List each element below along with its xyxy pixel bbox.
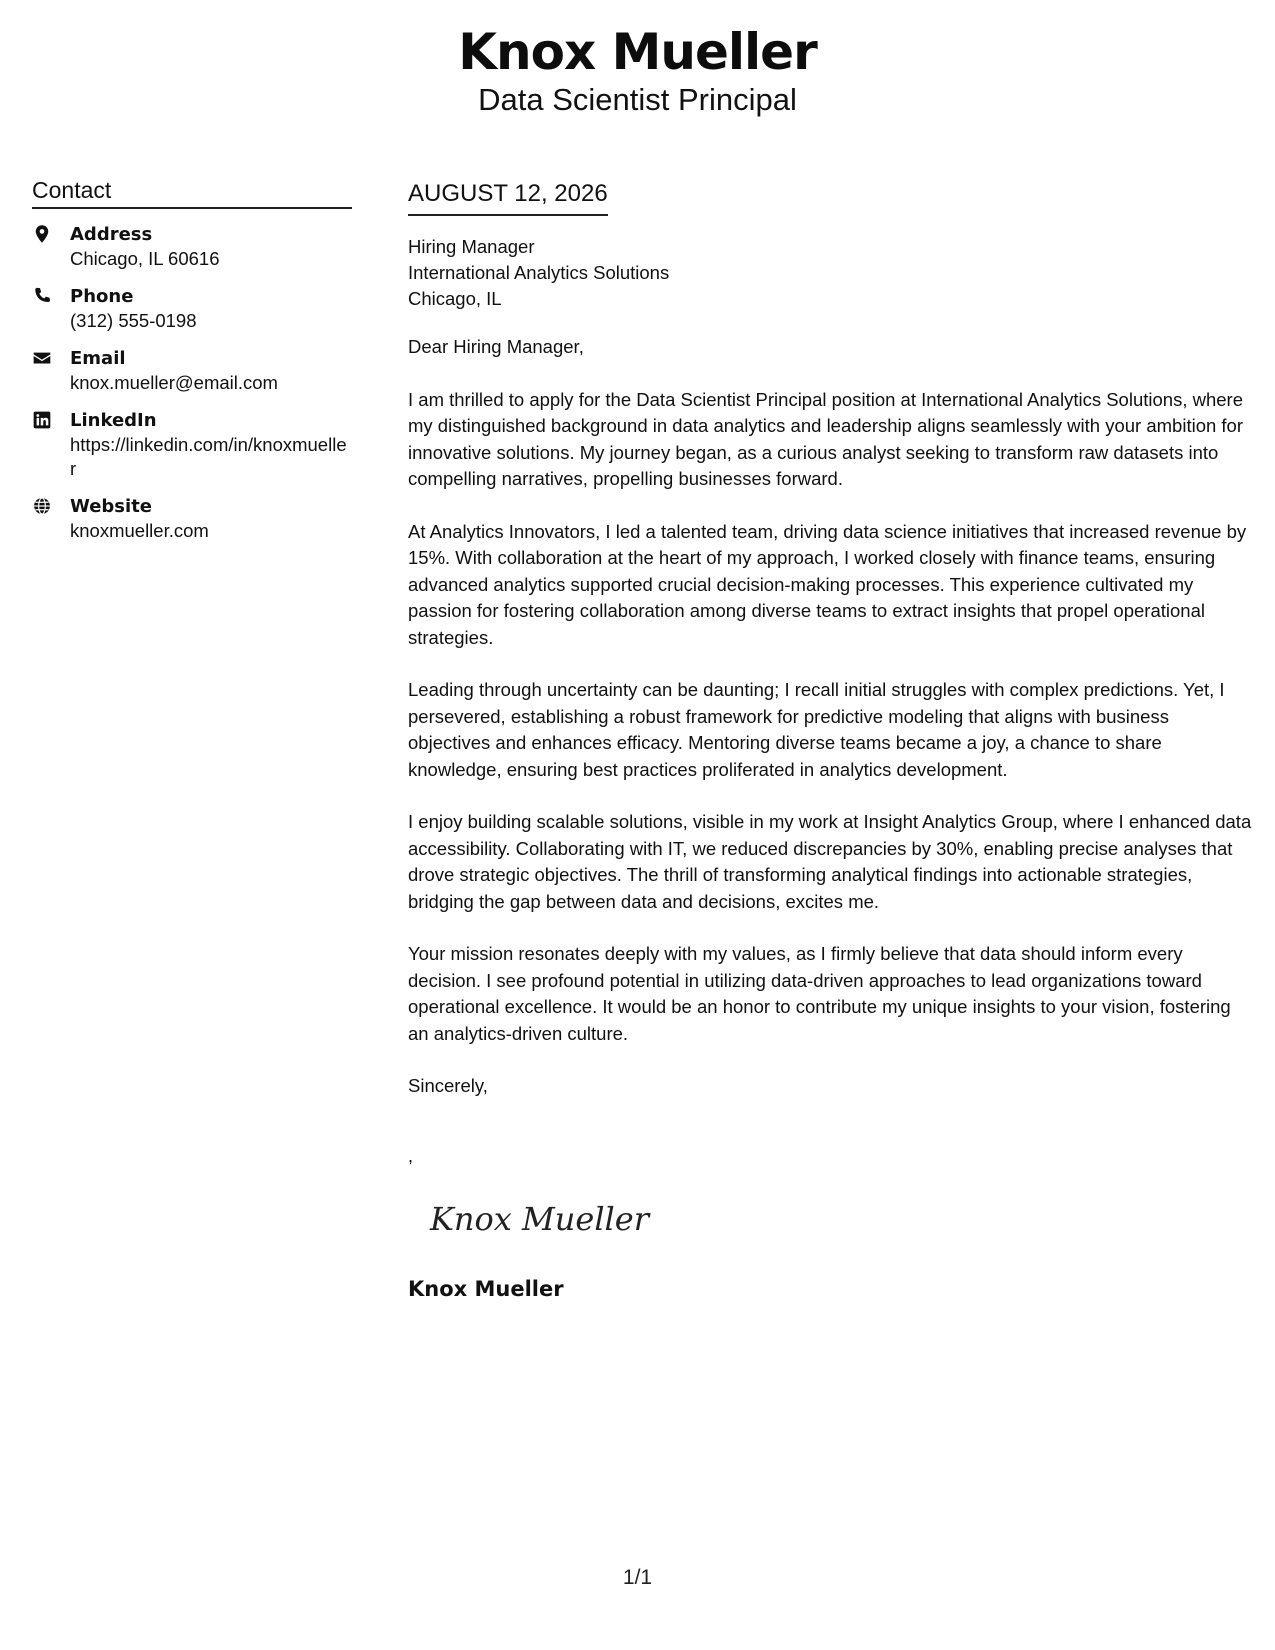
contact-phone — [32, 285, 352, 333]
applicant-name: Knox Mueller — [458, 23, 817, 81]
envelope-icon — [32, 347, 70, 395]
recipient-block — [408, 234, 1253, 312]
contact-sidebar — [32, 176, 352, 543]
contact-linkedin — [32, 409, 352, 481]
contact-heading: Contact — [32, 176, 352, 209]
applicant-title: Data Scientist Principal — [478, 82, 797, 117]
contact-label: Phone — [70, 286, 134, 307]
linkedin-icon — [32, 409, 70, 481]
contact-value: (312) 555-0198 — [70, 310, 197, 331]
contact-address — [32, 223, 352, 271]
body-paragraph: At Analytics Innovators, I led a talented team, driving data science initiatives that increased revenue by 15%. With collaboration at the heart of my approach, I worked closely with finance teams, ensuring advanced analytics supported crucial decision-making processes. This experience cultivated my passion for fostering collaboration among diverse teams to extract insights that propel operational strategies. — [408, 520, 1247, 648]
letter-header — [0, 22, 1275, 118]
body-paragraph: Leading through uncertainty can be daunting; I recall initial struggles with complex predictions. Yet, I persevered, establishing a robust framework for predictive modeling that aligns with business objectives and enhances efficacy. Mentoring diverse teams became a joy, a chance to share knowledge, ensuring best practices proliferated in analytics development. — [408, 679, 1225, 780]
body-paragraph: I enjoy building scalable solutions, visible in my work at Insight Analytics Group, where I enhanced data accessibility. Collaborating with IT, we reduced discrepancies by 30%, enabling precise analyses that drove strategic objectives. The thrill of transforming analytical findings into actionable strategies, bridging the gap between data and decisions, excites me. — [408, 811, 1252, 912]
signature-comma: , — [408, 1145, 414, 1166]
contact-value: https://linkedin.com/in/knoxmueller — [70, 434, 347, 479]
recipient-line: International Analytics Solutions — [408, 262, 670, 283]
body-paragraph: Your mission resonates deeply with my values, as I firmly believe that data should inform every decision. I see profound potential in utilizing data-driven approaches to lead organizations toward operational excellence. It would be an honor to contribute my unique insights to your vision, fostering an analytics-driven culture. — [408, 943, 1231, 1044]
closing: Sincerely, — [408, 1075, 488, 1096]
phone-icon — [32, 285, 70, 333]
contact-value: knoxmueller.com — [70, 520, 209, 541]
contact-value: Chicago, IL 60616 — [70, 248, 220, 269]
contact-email — [32, 347, 352, 395]
letter-body — [408, 178, 1253, 1303]
contact-label: LinkedIn — [70, 410, 157, 431]
recipient-line: Chicago, IL — [408, 288, 502, 309]
page-indicator: 1/1 — [622, 1566, 653, 1589]
recipient-line: Hiring Manager — [408, 236, 535, 257]
contact-label: Email — [70, 348, 126, 369]
letter-date: AUGUST 12, 2026 — [408, 178, 608, 216]
contact-label: Website — [70, 496, 153, 517]
body-paragraph: I am thrilled to apply for the Data Scientist Principal position at International Analytics Solutions, where my distinguished background in data analytics and leadership aligns seamlessly with your ambition for innovative solutions. My journey began, as a curious analyst seeking to transform raw datasets into compelling narratives, propelling businesses forward. — [408, 388, 1244, 489]
salutation: Dear Hiring Manager, — [408, 336, 584, 357]
contact-value: knox.mueller@email.com — [70, 372, 278, 393]
globe-icon — [32, 495, 70, 543]
contact-website — [32, 495, 352, 543]
signer-name: Knox Mueller — [408, 1276, 564, 1301]
contact-label: Address — [70, 224, 153, 245]
signature-text: Knox Mueller — [430, 1199, 650, 1238]
handwritten-signature — [426, 1188, 656, 1248]
map-pin-icon — [32, 223, 70, 271]
